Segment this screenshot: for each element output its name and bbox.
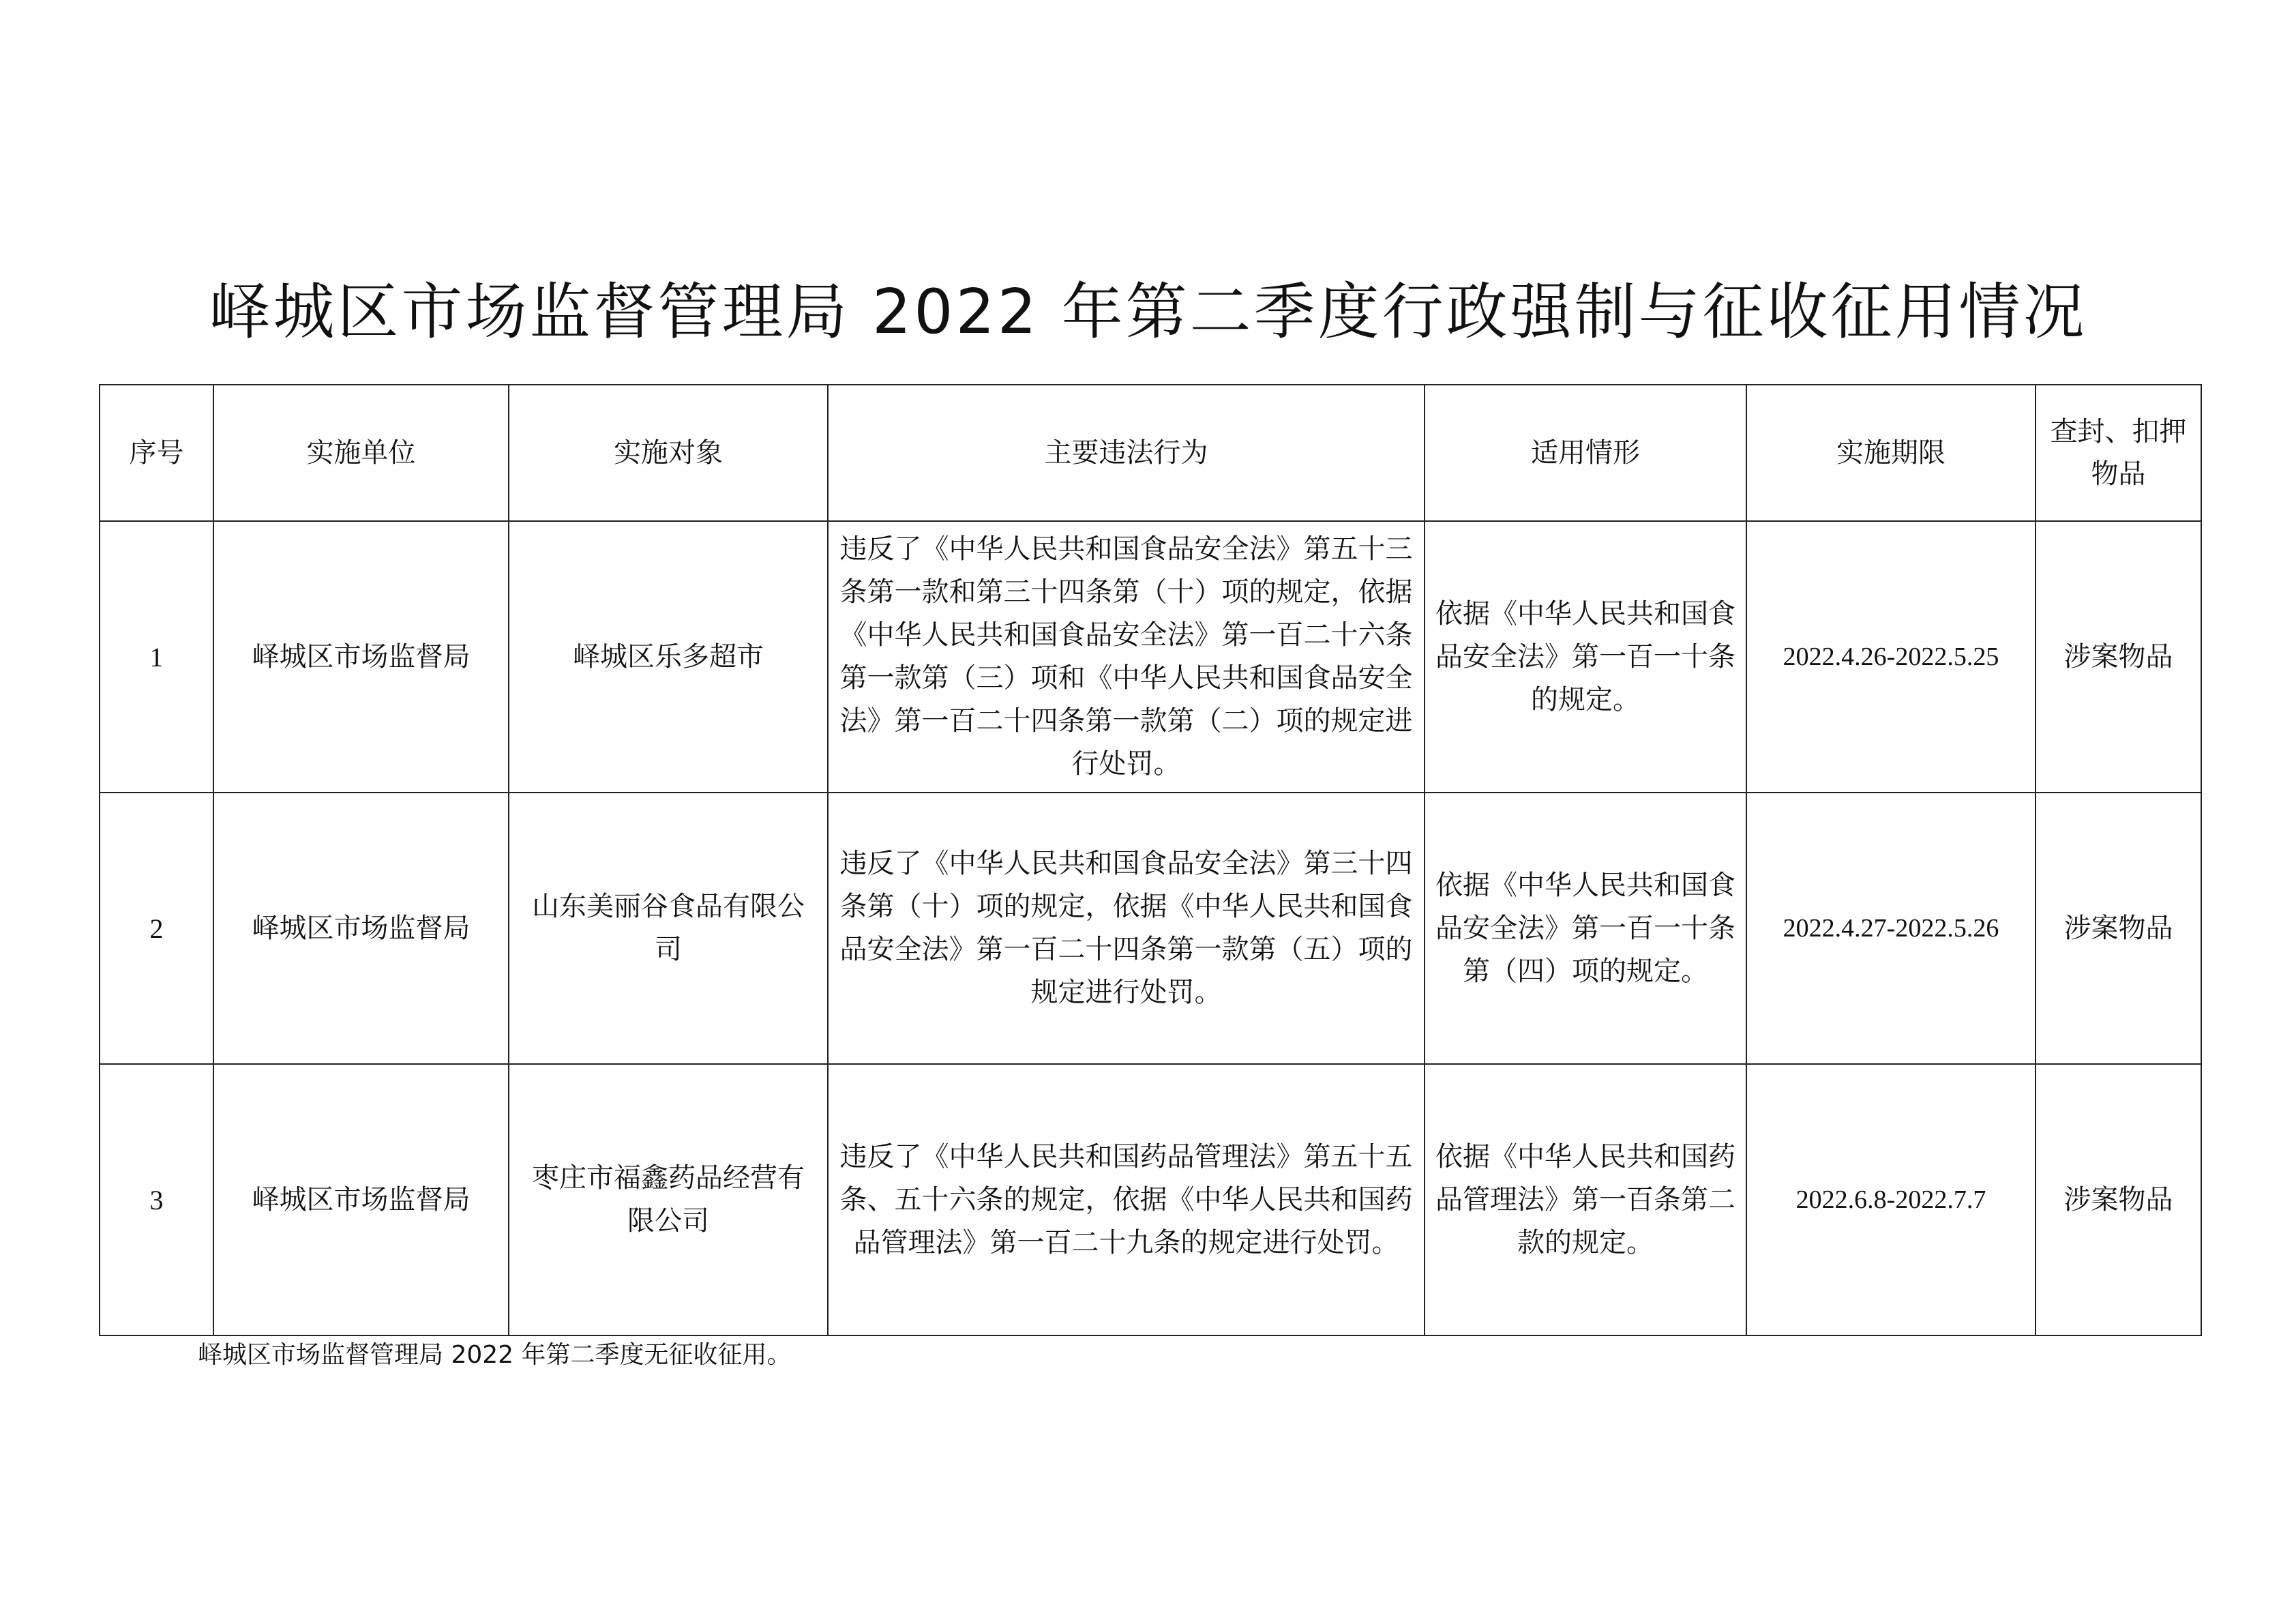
- cell-unit: 峄城区市场监督局: [213, 1064, 509, 1335]
- cell-seq: 2: [100, 793, 213, 1064]
- header-violation: 主要违法行为: [828, 385, 1425, 521]
- header-items: 查封、扣押物品: [2036, 385, 2201, 521]
- page-title: 峄城区市场监督管理局 2022 年第二季度行政强制与征收征用情况: [209, 276, 2087, 348]
- cell-unit: 峄城区市场监督局: [213, 521, 509, 793]
- cell-violation: 违反了《中华人民共和国食品安全法》第三十四条第（十）项的规定，依据《中华人民共和国食品安全法》第一百二十四条第一款第（五）项的规定进行处罚。: [828, 793, 1425, 1064]
- header-period: 实施期限: [1746, 385, 2036, 521]
- cell-items: 涉案物品: [2036, 521, 2201, 793]
- cell-items: 涉案物品: [2036, 1064, 2201, 1335]
- header-unit: 实施单位: [213, 385, 509, 521]
- cell-basis: 依据《中华人民共和国药品管理法》第一百条第二款的规定。: [1425, 1064, 1746, 1335]
- table-row: [100, 793, 2201, 1064]
- cell-violation: 违反了《中华人民共和国药品管理法》第五十五条、五十六条的规定，依据《中华人民共和国药品管理法》第一百二十九条的规定进行处罚。: [828, 1064, 1425, 1335]
- cell-target: 山东美丽谷食品有限公司: [509, 793, 828, 1064]
- cell-target: 枣庄市福鑫药品经营有限公司: [509, 1064, 828, 1335]
- table-row: [100, 521, 2201, 793]
- cell-basis: 依据《中华人民共和国食品安全法》第一百一十条第（四）项的规定。: [1425, 793, 1746, 1064]
- header-seq: 序号: [100, 385, 213, 521]
- enforcement-table: [99, 384, 2202, 1336]
- table-header-row: [100, 385, 2201, 521]
- header-target: 实施对象: [509, 385, 828, 521]
- footer-note: 峄城区市场监督管理局 2022 年第二季度无征收征用。: [198, 1341, 792, 1369]
- header-basis: 适用情形: [1425, 385, 1746, 521]
- table-row: [100, 1064, 2201, 1335]
- cell-seq: 3: [100, 1064, 213, 1335]
- cell-seq: 1: [100, 521, 213, 793]
- cell-violation: 违反了《中华人民共和国食品安全法》第五十三条第一款和第三十四条第（十）项的规定，依据《中华人民共和国食品安全法》第一百二十六条第一款第（三）项和《中华人民共和国食品安全法》第一百二十四条第一款第（二）项的规定进行处罚。: [828, 521, 1425, 793]
- cell-target: 峄城区乐多超市: [509, 521, 828, 793]
- cell-period: 2022.4.26-2022.5.25: [1746, 521, 2036, 793]
- cell-period: 2022.4.27-2022.5.26: [1746, 793, 2036, 1064]
- cell-unit: 峄城区市场监督局: [213, 793, 509, 1064]
- cell-items: 涉案物品: [2036, 793, 2201, 1064]
- cell-basis: 依据《中华人民共和国食品安全法》第一百一十条的规定。: [1425, 521, 1746, 793]
- cell-period: 2022.6.8-2022.7.7: [1746, 1064, 2036, 1335]
